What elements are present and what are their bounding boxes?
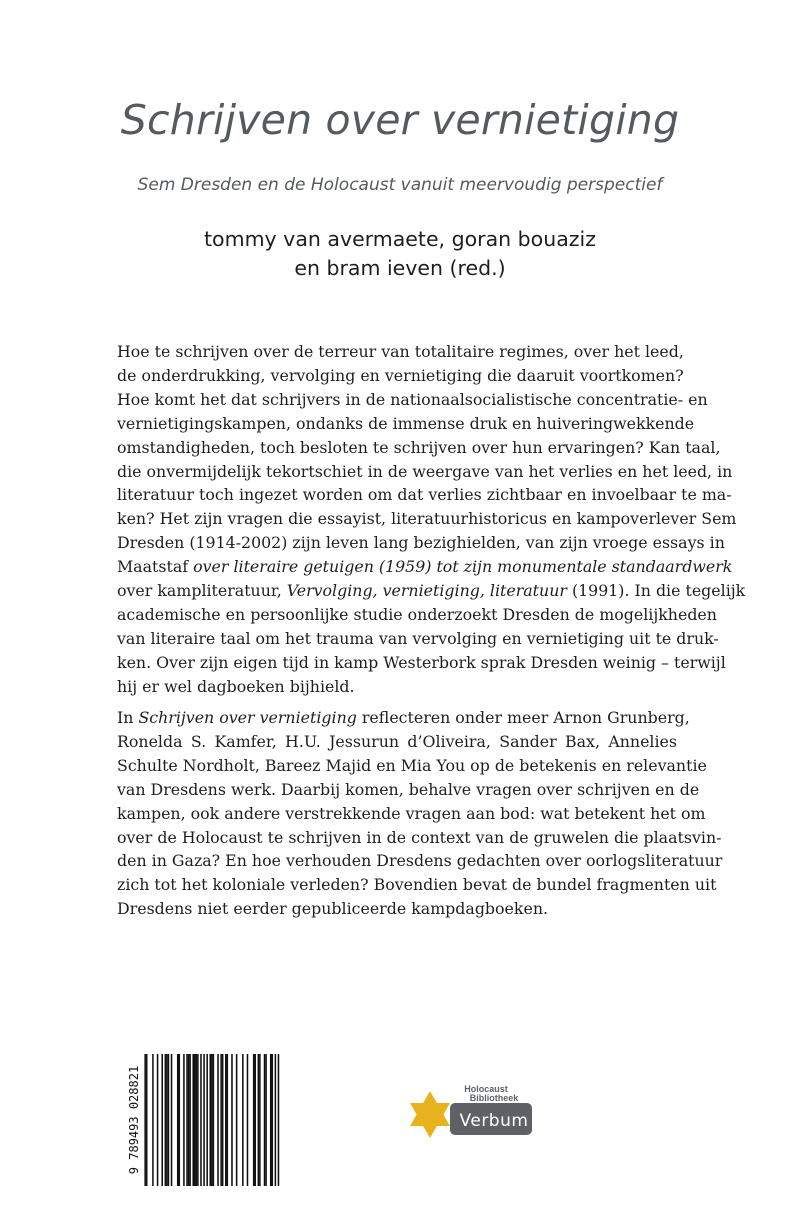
book-subtitle: Sem Dresden en de Holocaust vanuit meervoudig perspectief — [137, 175, 663, 195]
text-segment: In — [117, 708, 139, 727]
barcode-bar — [222, 1054, 224, 1186]
blurb-paragraph-1 — [117, 340, 746, 699]
barcode-bar — [265, 1054, 267, 1186]
blurb-paragraph-2 — [117, 706, 723, 921]
text-line: Ronelda S. Kamfer, H.U. Jessurun d’Oliveira, Sander Bax, Annelies — [117, 731, 677, 751]
text-segment: reflecteren onder meer Arnon Grunberg, — [356, 708, 690, 727]
barcode-bar — [165, 1054, 167, 1186]
text-line: ken? Het zijn vragen die essayist, literatuurhistoricus en kampoverlever Sem — [117, 509, 737, 529]
text-line: literatuur toch ingezet worden om dat verlies zichtbaar en invoelbaar te ma- — [117, 485, 732, 505]
barcode-bar — [217, 1054, 219, 1186]
book-title: Schrijven over vernietiging — [120, 96, 680, 144]
isbn-barcode — [127, 1054, 296, 1186]
barcode-bar — [213, 1054, 215, 1186]
text-line: die onvermijdelijk tekortschiet in de weergave van het verlies en het leed, in — [117, 461, 733, 481]
barcode-bar — [272, 1054, 274, 1186]
barcode-bar — [177, 1054, 179, 1186]
barcode-bar — [200, 1054, 202, 1186]
logo-publisher-name: Verbum — [459, 1111, 529, 1131]
barcode-bar — [220, 1054, 222, 1186]
barcode-bar — [186, 1054, 188, 1186]
barcode-bar — [258, 1054, 260, 1186]
barcode-bar — [253, 1054, 255, 1186]
barcode-bar — [188, 1054, 190, 1186]
barcode-bar — [183, 1054, 185, 1186]
text-line: Dresden (1914-2002) zijn leven lang bezighielden, van zijn vroege essays in — [117, 533, 725, 553]
text-line: Hoe te schrijven over de terreur van totalitaire regimes, over het leed, — [117, 342, 684, 361]
barcode-bar — [227, 1054, 229, 1186]
italic-title: over literaire getuigen (1959) tot zijn monumentale standaardwerk — [188, 557, 733, 577]
editors-line-1: tommy van avermaete, goran bouaziz — [204, 227, 596, 251]
barcode-bar — [264, 1054, 266, 1186]
barcode-bar — [152, 1054, 154, 1186]
barcode-bar — [146, 1054, 148, 1186]
barcode-bar — [206, 1054, 208, 1186]
barcode-bar — [278, 1054, 280, 1186]
barcode-digits: 9 789493 028821 — [127, 1065, 141, 1175]
text-line: academische en persoonlijke studie onderzoekt Dresden de mogelijkheden — [117, 604, 717, 624]
barcode-bar — [203, 1054, 205, 1186]
barcode-bar — [197, 1054, 199, 1186]
barcode-bar — [179, 1054, 181, 1186]
text-line: Dresdens niet eerder gepubliceerde kampdagboeken. — [117, 899, 549, 919]
text-line: de onderdrukking, vervolging en vernietiging die daaruit voortkomen? — [117, 365, 684, 385]
barcode-bar — [196, 1054, 198, 1186]
barcode-bar — [270, 1054, 272, 1186]
text-line: kampen, ook andere verstrekkende vragen aan bod: wat betekent het om — [117, 803, 706, 823]
barcode-bar — [225, 1054, 227, 1186]
barcode-bar — [171, 1054, 173, 1186]
barcode-bar — [192, 1054, 194, 1186]
barcode-bar — [247, 1054, 249, 1186]
italic-title: Schrijven over vernietiging — [138, 708, 357, 727]
text-line: den in Gaza? En hoe verhouden Dresdens gedachten over oorlogsliteratuur — [117, 851, 723, 871]
barcode-bar — [254, 1054, 256, 1186]
logo-line-1: Holocaust — [464, 1084, 508, 1094]
barcode-bar — [168, 1054, 170, 1186]
text-line: over de Holocaust te schrijven in de context van de gruwelen die plaatsvin- — [117, 827, 722, 847]
text-line — [117, 555, 733, 579]
barcode-bar — [236, 1054, 238, 1186]
barcode-bar — [242, 1054, 244, 1186]
text-line — [117, 706, 690, 730]
publisher-logo — [402, 1083, 534, 1163]
barcode-icon — [127, 1054, 296, 1186]
text-line: Schulte Nordholt, Bareez Majid en Mia You op de betekenis en relevantie — [117, 755, 707, 775]
text-line: omstandigheden, toch besloten te schrijven over hun ervaringen? Kan taal, — [117, 437, 721, 457]
text-segment: (1991). In die tegelijk — [566, 581, 746, 601]
barcode-bar — [144, 1054, 146, 1186]
barcode-bar — [210, 1054, 212, 1186]
barcode-bar — [194, 1054, 196, 1186]
logo-line-2: Bibliotheek — [469, 1093, 519, 1103]
text-line: Hoe komt het dat schrijvers in de nationaalsocialistische concentratie- en — [117, 389, 708, 409]
barcode-bar — [259, 1054, 261, 1186]
star-of-david-icon — [410, 1091, 450, 1138]
barcode-bar — [189, 1054, 191, 1186]
text-line: vernietigingskampen, ondanks de immense druk en huiveringwekkende — [117, 413, 695, 433]
text-line — [117, 579, 746, 603]
editors-line-2: en bram ieven (red.) — [294, 256, 506, 280]
text-line: hij er wel dagboeken bijhield. — [117, 676, 355, 696]
text-line: ken. Over zijn eigen tijd in kamp Westerbork sprak Dresden weinig – terwijl — [117, 652, 726, 672]
italic-title: Vervolging, vernietiging, literatuur — [286, 581, 567, 601]
text-line: zich tot het koloniale verleden? Bovendien bevat de bundel fragmenten uit — [117, 875, 717, 895]
barcode-bar — [275, 1054, 277, 1186]
text-segment: over kampliteratuur, — [117, 581, 287, 601]
text-segment: Maatstaf — [117, 557, 189, 577]
text-line: van literaire taal om het trauma van vervolging en vernietiging uit te druk- — [117, 628, 719, 648]
barcode-bar — [231, 1054, 233, 1186]
barcode-bar — [157, 1054, 159, 1186]
text-line: van Dresdens werk. Daarbij komen, behalve vragen over schrijven en de — [117, 779, 700, 799]
barcode-bar — [161, 1054, 163, 1186]
barcode-bar — [166, 1054, 168, 1186]
barcode-bar — [211, 1054, 213, 1186]
editors — [0, 225, 800, 283]
